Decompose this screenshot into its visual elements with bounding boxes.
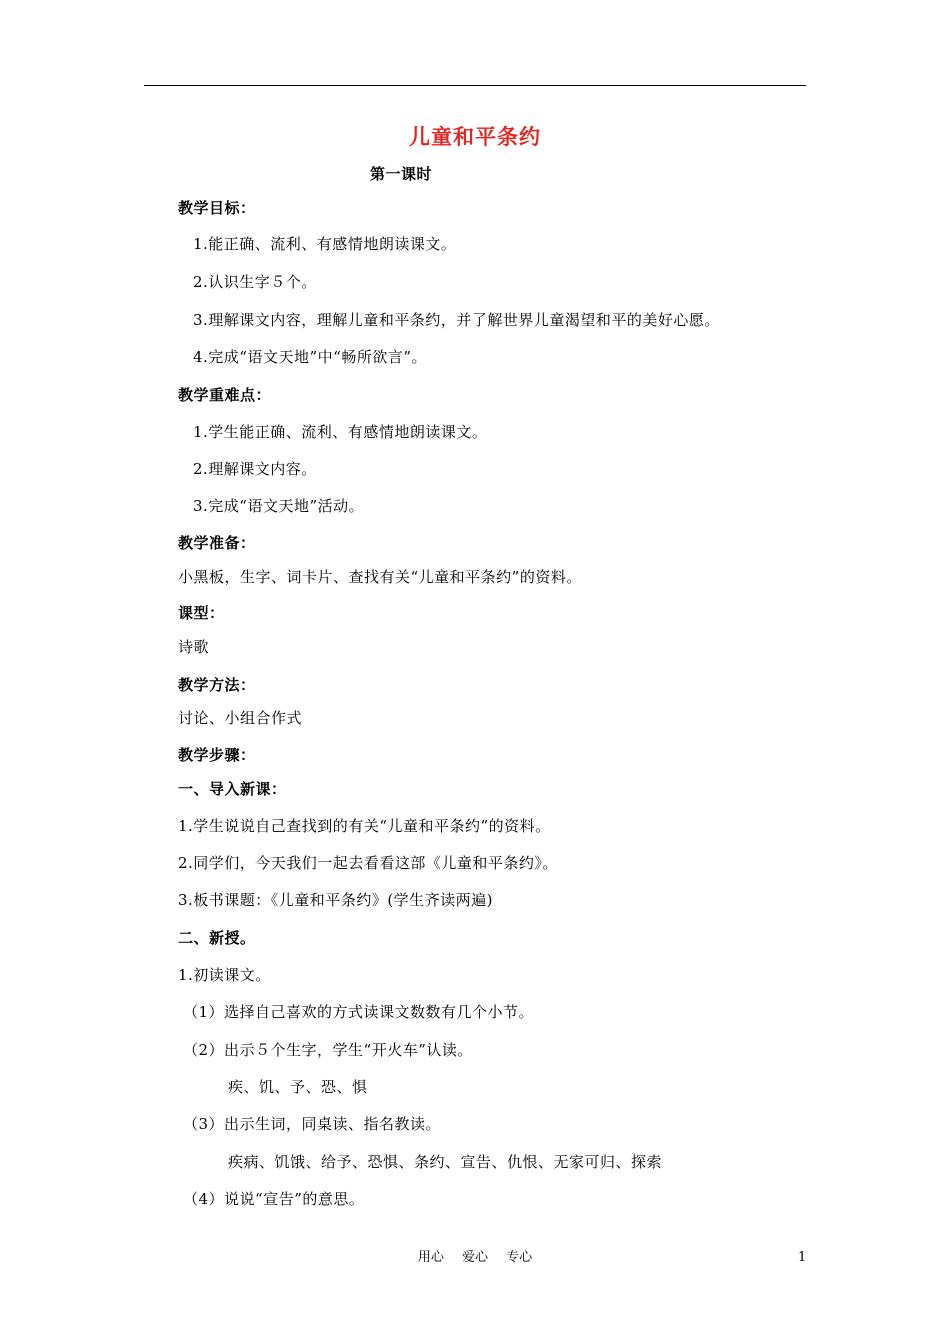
key-point-item: 3.完成“语文天地”活动。 [193, 497, 365, 515]
first-reading-heading: 1.初读课文。 [178, 966, 271, 984]
key-point-item: 2.理解课文内容。 [193, 460, 317, 478]
method-heading: 教学方法： [178, 676, 256, 694]
method-text: 讨论、小组合作式 [178, 709, 303, 727]
lesson-type-text: 诗歌 [178, 638, 210, 656]
objectives-heading: 教学目标： [178, 199, 256, 217]
intro-item: 2.同学们，今天我们一起去看看这部《儿童和平条约》。 [178, 854, 558, 872]
new-lesson-item: （4）说说“宣告”的意思。 [183, 1190, 365, 1208]
key-point-item: 1.学生能正确、流利、有感情地朗读课文。 [193, 423, 488, 441]
objective-item: 2.认识生字５个。 [193, 273, 317, 291]
objective-item: 1.能正确、流利、有感情地朗读课文。 [193, 235, 457, 253]
key-points-heading: 教学重难点： [178, 386, 272, 404]
document-title: 儿童和平条约 [409, 125, 541, 149]
lesson-label: 第一课时 [370, 165, 433, 183]
lesson-type-heading: 课型： [178, 604, 225, 622]
character-list: 疾、饥、予、恐、惧 [228, 1078, 368, 1096]
intro-item: 1.学生说说自己查找到的有关“儿童和平条约”的资料。 [178, 817, 551, 835]
vocabulary-list: 疾病、饥饿、给予、恐惧、条约、宣告、仇恨、无家可归、探索 [228, 1153, 663, 1171]
header-rule [144, 85, 806, 86]
footer-motto: 用心 爱心 专心 [417, 1250, 533, 1265]
new-lesson-item: （2）出示５个生字，学生“开火车”认读。 [183, 1041, 473, 1059]
new-lesson-item: （1）选择自己喜欢的方式读课文数数有几个小节。 [183, 1003, 535, 1021]
steps-heading: 教学步骤： [178, 746, 256, 764]
new-lesson-heading: 二、新授。 [178, 929, 256, 947]
preparation-text: 小黑板，生字、词卡片、查找有关“儿童和平条约”的资料。 [178, 568, 582, 586]
preparation-heading: 教学准备： [178, 534, 256, 552]
new-lesson-item: （3）出示生词，同桌读、指名教读。 [183, 1115, 442, 1133]
objective-item: 4.完成“语文天地”中“畅所欲言”。 [193, 348, 427, 366]
objective-item: 3.理解课文内容，理解儿童和平条约，并了解世界儿童渴望和平的美好心愿。 [193, 311, 720, 329]
intro-heading: 一、导入新课： [178, 780, 287, 798]
page-number: 1 [798, 1250, 807, 1265]
intro-item: 3.板书课题：《儿童和平条约》(学生齐读两遍) [178, 891, 494, 909]
